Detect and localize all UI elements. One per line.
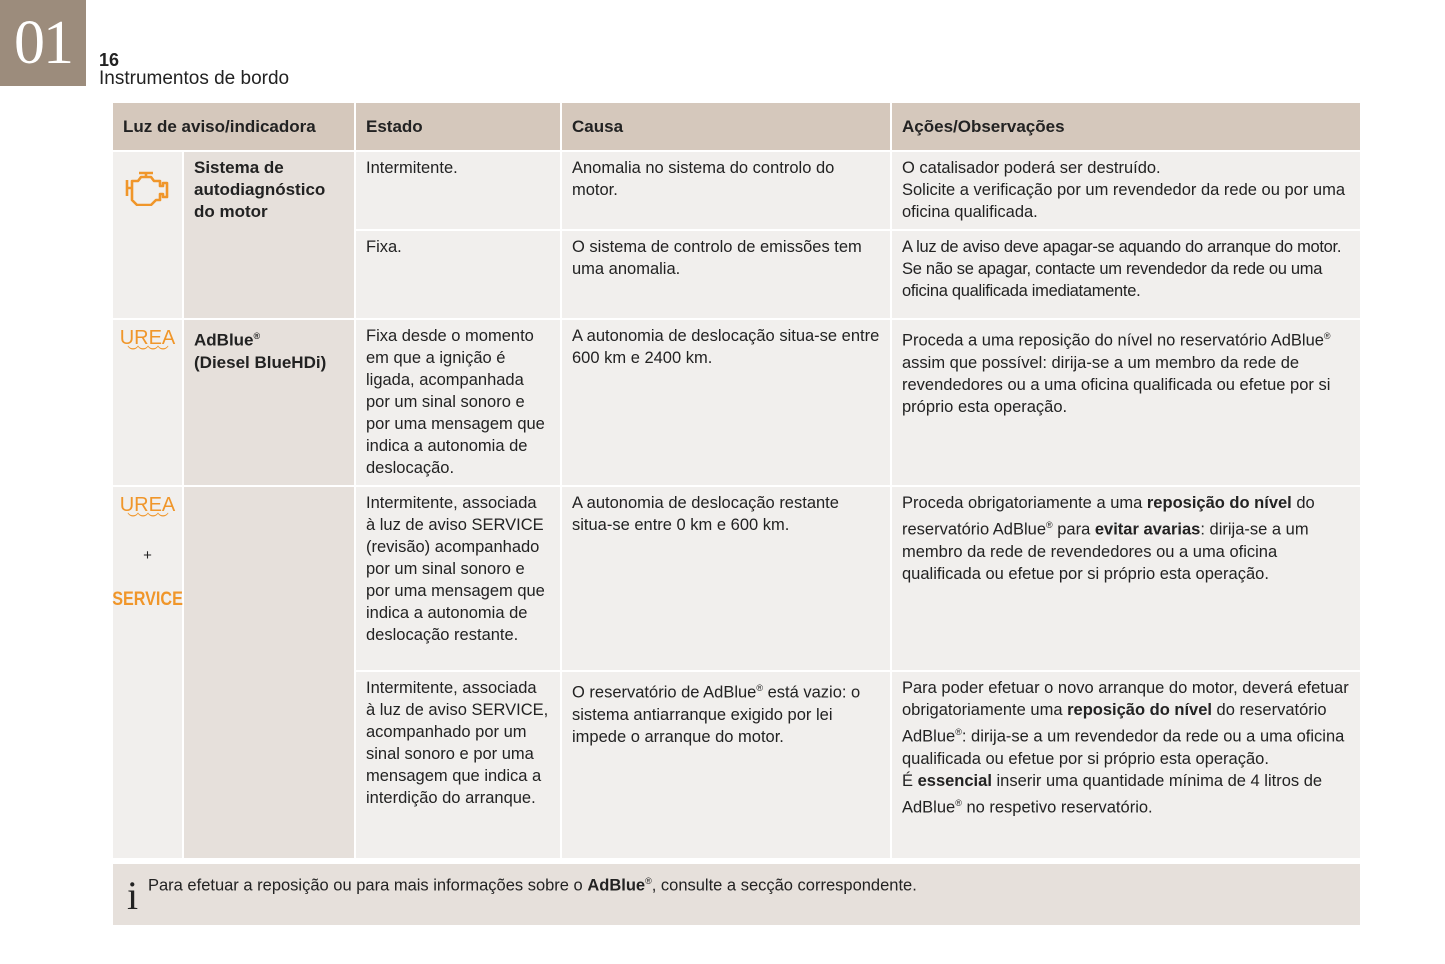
header-cell: Ações/Observações [892, 103, 1360, 150]
bold-text: AdBlue [587, 876, 646, 895]
table-row [113, 487, 1360, 670]
reg-mark: ® [1323, 331, 1331, 341]
text: O reservatório de AdBlue [572, 683, 757, 702]
text: do reservatório AdBlue [902, 494, 1315, 539]
icon-cell [113, 487, 182, 858]
bold-text: reposição do nível [1146, 494, 1292, 512]
row-name [184, 320, 354, 485]
row-name: Sistema de autodiagnóstico do motor [184, 152, 354, 318]
estado-cell: Fixa. [356, 231, 560, 318]
causa-cell: O sistema de controlo de emissões tem uma anomalia. [562, 231, 890, 318]
bold-text: evitar avarias [1094, 520, 1201, 539]
table-row [113, 152, 1360, 229]
estado-cell: Intermitente, associada à luz de aviso SERVICE, acompanhado por um sinal sonoro e por uma mensagem que indica a interdição do arranque. [356, 672, 560, 858]
text: para [1052, 520, 1095, 539]
text: está vazio: o sistema antiarranque exigido por lei impede o arranque do motor. [572, 683, 861, 746]
text: do reservatório AdBlue [902, 701, 1327, 746]
text: : dirija-se a um revendedor da rede ou a uma oficina qualificada ou efetue por si próprio esta operação. [902, 727, 1345, 768]
text: Proceda obrigatoriamente a uma [902, 494, 1147, 512]
icon-cell [113, 152, 182, 318]
reg-mark: ® [955, 727, 962, 737]
causa-cell [562, 672, 890, 858]
service-icon: SERVICE [112, 589, 183, 610]
page-number: 16 [99, 50, 120, 70]
text: Proceda a uma reposição do nível no reservatório AdBlue [902, 331, 1324, 350]
acoes-cell [892, 487, 1360, 670]
table-row [113, 320, 1360, 485]
reg-mark: ® [253, 331, 261, 341]
table-header [113, 103, 1360, 150]
row-name [184, 487, 354, 858]
info-icon: i [127, 873, 139, 918]
section-title: Instrumentos de bordo [99, 68, 290, 89]
reg-mark: ® [756, 683, 763, 693]
plus-sign: + [143, 547, 152, 564]
wave-icon: ︶︶︶︶ [127, 513, 168, 525]
name-text: AdBlue [194, 330, 254, 350]
info-text [148, 876, 917, 896]
reg-mark: ® [955, 797, 962, 808]
reg-mark: ® [1046, 520, 1053, 530]
causa-cell: Anomalia no sistema do controlo do motor. [562, 152, 890, 229]
text: , consulte a secção correspondente. [651, 876, 917, 895]
reg-mark: ® [645, 876, 652, 886]
estado-cell: Intermitente, associada à luz de aviso SERVICE (revisão) acompanhado por um sinal sonoro e por uma mensagem que indica a autonomia de deslocação restante. [356, 487, 560, 670]
text: Para efetuar a reposição ou para mais informações sobre o [148, 876, 588, 895]
causa-cell: A autonomia de deslocação situa-se entre 600 km e 2400 km. [562, 320, 890, 485]
text: inserir uma quantidade mínima de 4 litros de AdBlue [902, 771, 1323, 816]
acoes-cell: O catalisador poderá ser destruído. Solicite a verificação por um revendedor da rede ou por uma oficina qualificada. [892, 152, 1360, 229]
warning-lights-table [111, 101, 1362, 860]
bold-text: reposição do nível [1067, 701, 1212, 719]
acoes-cell: A luz de aviso deve apagar-se aquando do arranque do motor. Se não se apagar, contacte um revendedor da rede ou uma oficina qualificada imediatamente. [892, 231, 1360, 318]
info-note [113, 864, 1360, 925]
wave-icon: ︶︶︶︶ [127, 346, 168, 358]
acoes-cell [892, 672, 1360, 858]
icon-cell [113, 320, 182, 485]
estado-cell: Intermitente. [356, 152, 560, 229]
text: Para poder efetuar o novo arranque do motor, deverá efetuar obrigatoriamente uma [902, 679, 1349, 719]
name-text: (Diesel BlueHDi) [194, 352, 327, 372]
engine-check-icon [123, 170, 173, 206]
urea-icon: UREA [119, 494, 176, 516]
text: É [902, 771, 918, 790]
text: assim que possível: dirija-se a um membro da rede de revendedores ou a uma oficina qualificada ou efetue por si próprio esta operação. [902, 353, 1331, 416]
chapter-badge: 01 [0, 0, 86, 86]
text: : dirija-se a um membro da rede de revendedores ou a uma oficina qualificada ou efetue por si próprio esta operação. [902, 520, 1309, 583]
header-cell: Estado [356, 103, 560, 150]
bold-text: essencial [917, 771, 992, 790]
urea-icon: UREA [119, 327, 176, 349]
acoes-cell [892, 320, 1360, 485]
estado-cell: Fixa desde o momento em que a ignição é ligada, acompanhada por um sinal sonoro e por uma mensagem que indica a autonomia de deslocação. [356, 320, 560, 485]
header-cell: Luz de aviso/indicadora [113, 103, 354, 150]
causa-cell: A autonomia de deslocação restante situa-se entre 0 km e 600 km. [562, 487, 890, 670]
text: no respetivo reservatório. [961, 798, 1153, 816]
header-cell: Causa [562, 103, 890, 150]
